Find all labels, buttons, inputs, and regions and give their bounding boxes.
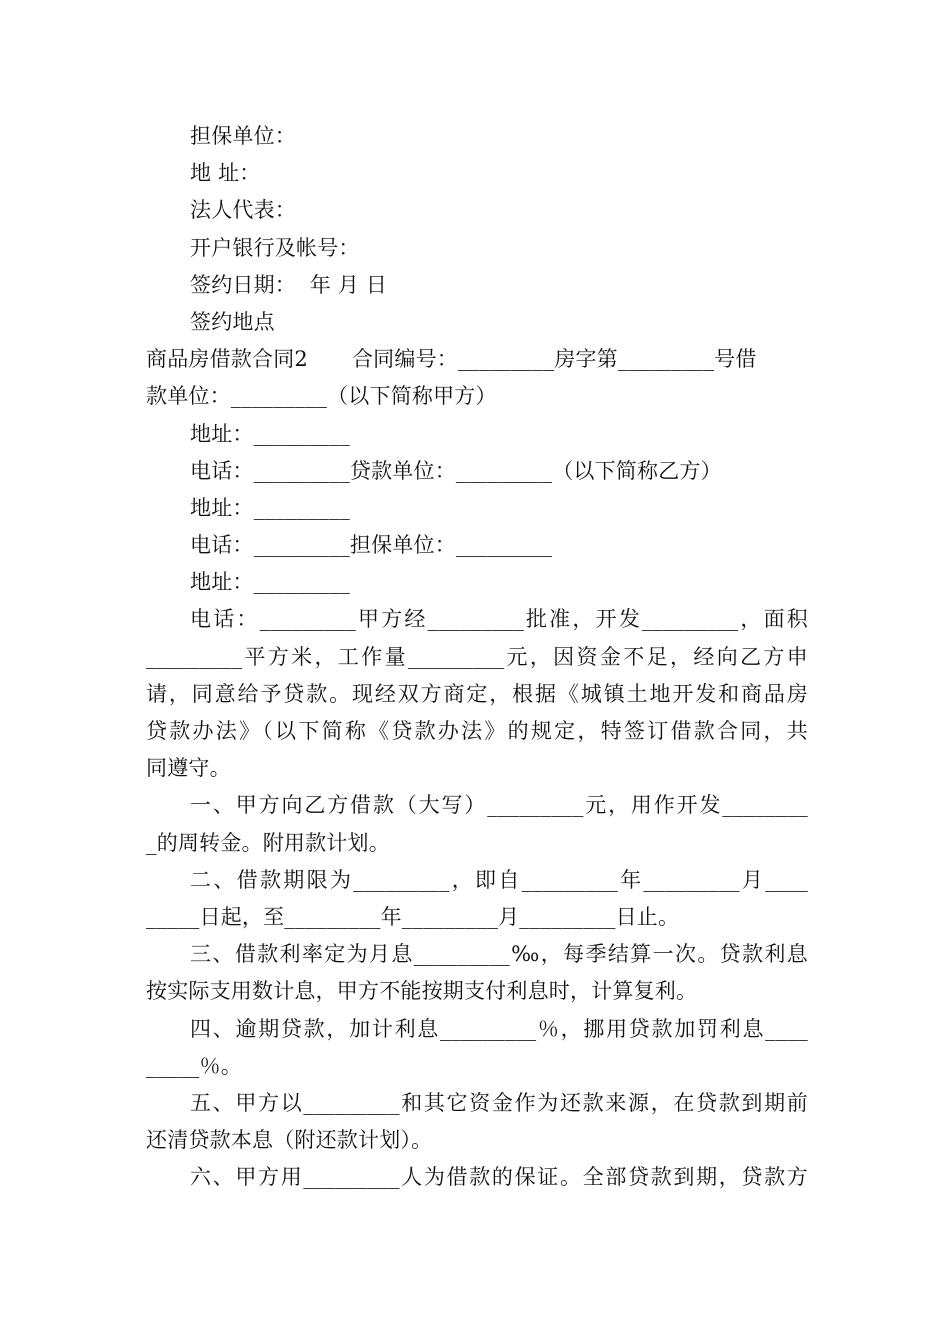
clause-1: 一、甲方向乙方借款（大写）_________元，用作开发________ xyxy=(190,793,808,818)
clause-3: 三、借款利率定为月息_________‰，每季结算一次。贷款利息 xyxy=(190,942,808,967)
guarantor-address: 地址：_________ xyxy=(190,570,350,595)
clause-6: 六、甲方用_________人为借款的保证。全部贷款到期，贷款方 xyxy=(190,1165,808,1190)
clause-4-cont: _____％。 xyxy=(146,1053,242,1078)
paragraph-line: 请，同意给予贷款。现经双方商定，根据《城镇土地开发和商品房 xyxy=(146,681,808,706)
party-b-address: 地址：_________ xyxy=(190,495,350,520)
contract-document xyxy=(146,118,808,1196)
party-b-phone-guarantor: 电话：_________担保单位：_________ xyxy=(190,533,553,558)
party-a-address: 地址：_________ xyxy=(190,421,350,446)
clause-4: 四、逾期贷款，加计利息_________％，挪用贷款加罚利息____ xyxy=(190,1016,808,1041)
signing-place-label: 签约地点 xyxy=(190,309,275,334)
contract-title-line xyxy=(146,341,808,378)
paragraph-line: 同遵守。 xyxy=(146,756,231,781)
guarantor-label: 担保单位： xyxy=(190,124,296,148)
clause-5-cont: 还清贷款本息（附还款计划）。 xyxy=(146,1128,433,1153)
bank-account-label: 开户银行及帐号： xyxy=(190,235,360,260)
contract-title: 商品房借款合同2 xyxy=(146,347,308,372)
party-a-phone-lender: 电话：_________贷款单位：_________（以下简称乙方） xyxy=(190,458,722,483)
clause-2-cont: _____日起，至_________年_________月_________日止。 xyxy=(146,904,680,929)
paragraph-line: _________平方米，工作量_________元，因资金不足，经向乙方申 xyxy=(146,644,808,669)
clause-5: 五、甲方以_________和其它资金作为还款来源，在贷款到期前 xyxy=(190,1090,808,1115)
signing-date-label: 签约日期： 年 月 日 xyxy=(190,272,388,297)
clause-1-cont: _的周转金。附用款计划。 xyxy=(146,830,390,855)
paragraph-line: 款单位：_________（以下简称甲方） xyxy=(146,384,497,409)
clause-2: 二、借款期限为_________，即自_________年_________月____ xyxy=(190,867,808,892)
paragraph-line: 贷款办法》（以下简称《贷款办法》的规定，特签订借款合同，共 xyxy=(146,719,808,743)
contract-number-line: 合同编号：_________房字第_________号借 xyxy=(351,347,757,372)
address-label: 地 址： xyxy=(190,161,261,186)
clause-3-cont: 按实际支用数计息，甲方不能按期支付利息时，计算复利。 xyxy=(146,979,698,1004)
paragraph-line: 电话：_________甲方经_________批准，开发_________，面积 xyxy=(190,607,808,632)
legal-representative-label: 法人代表： xyxy=(190,198,296,223)
